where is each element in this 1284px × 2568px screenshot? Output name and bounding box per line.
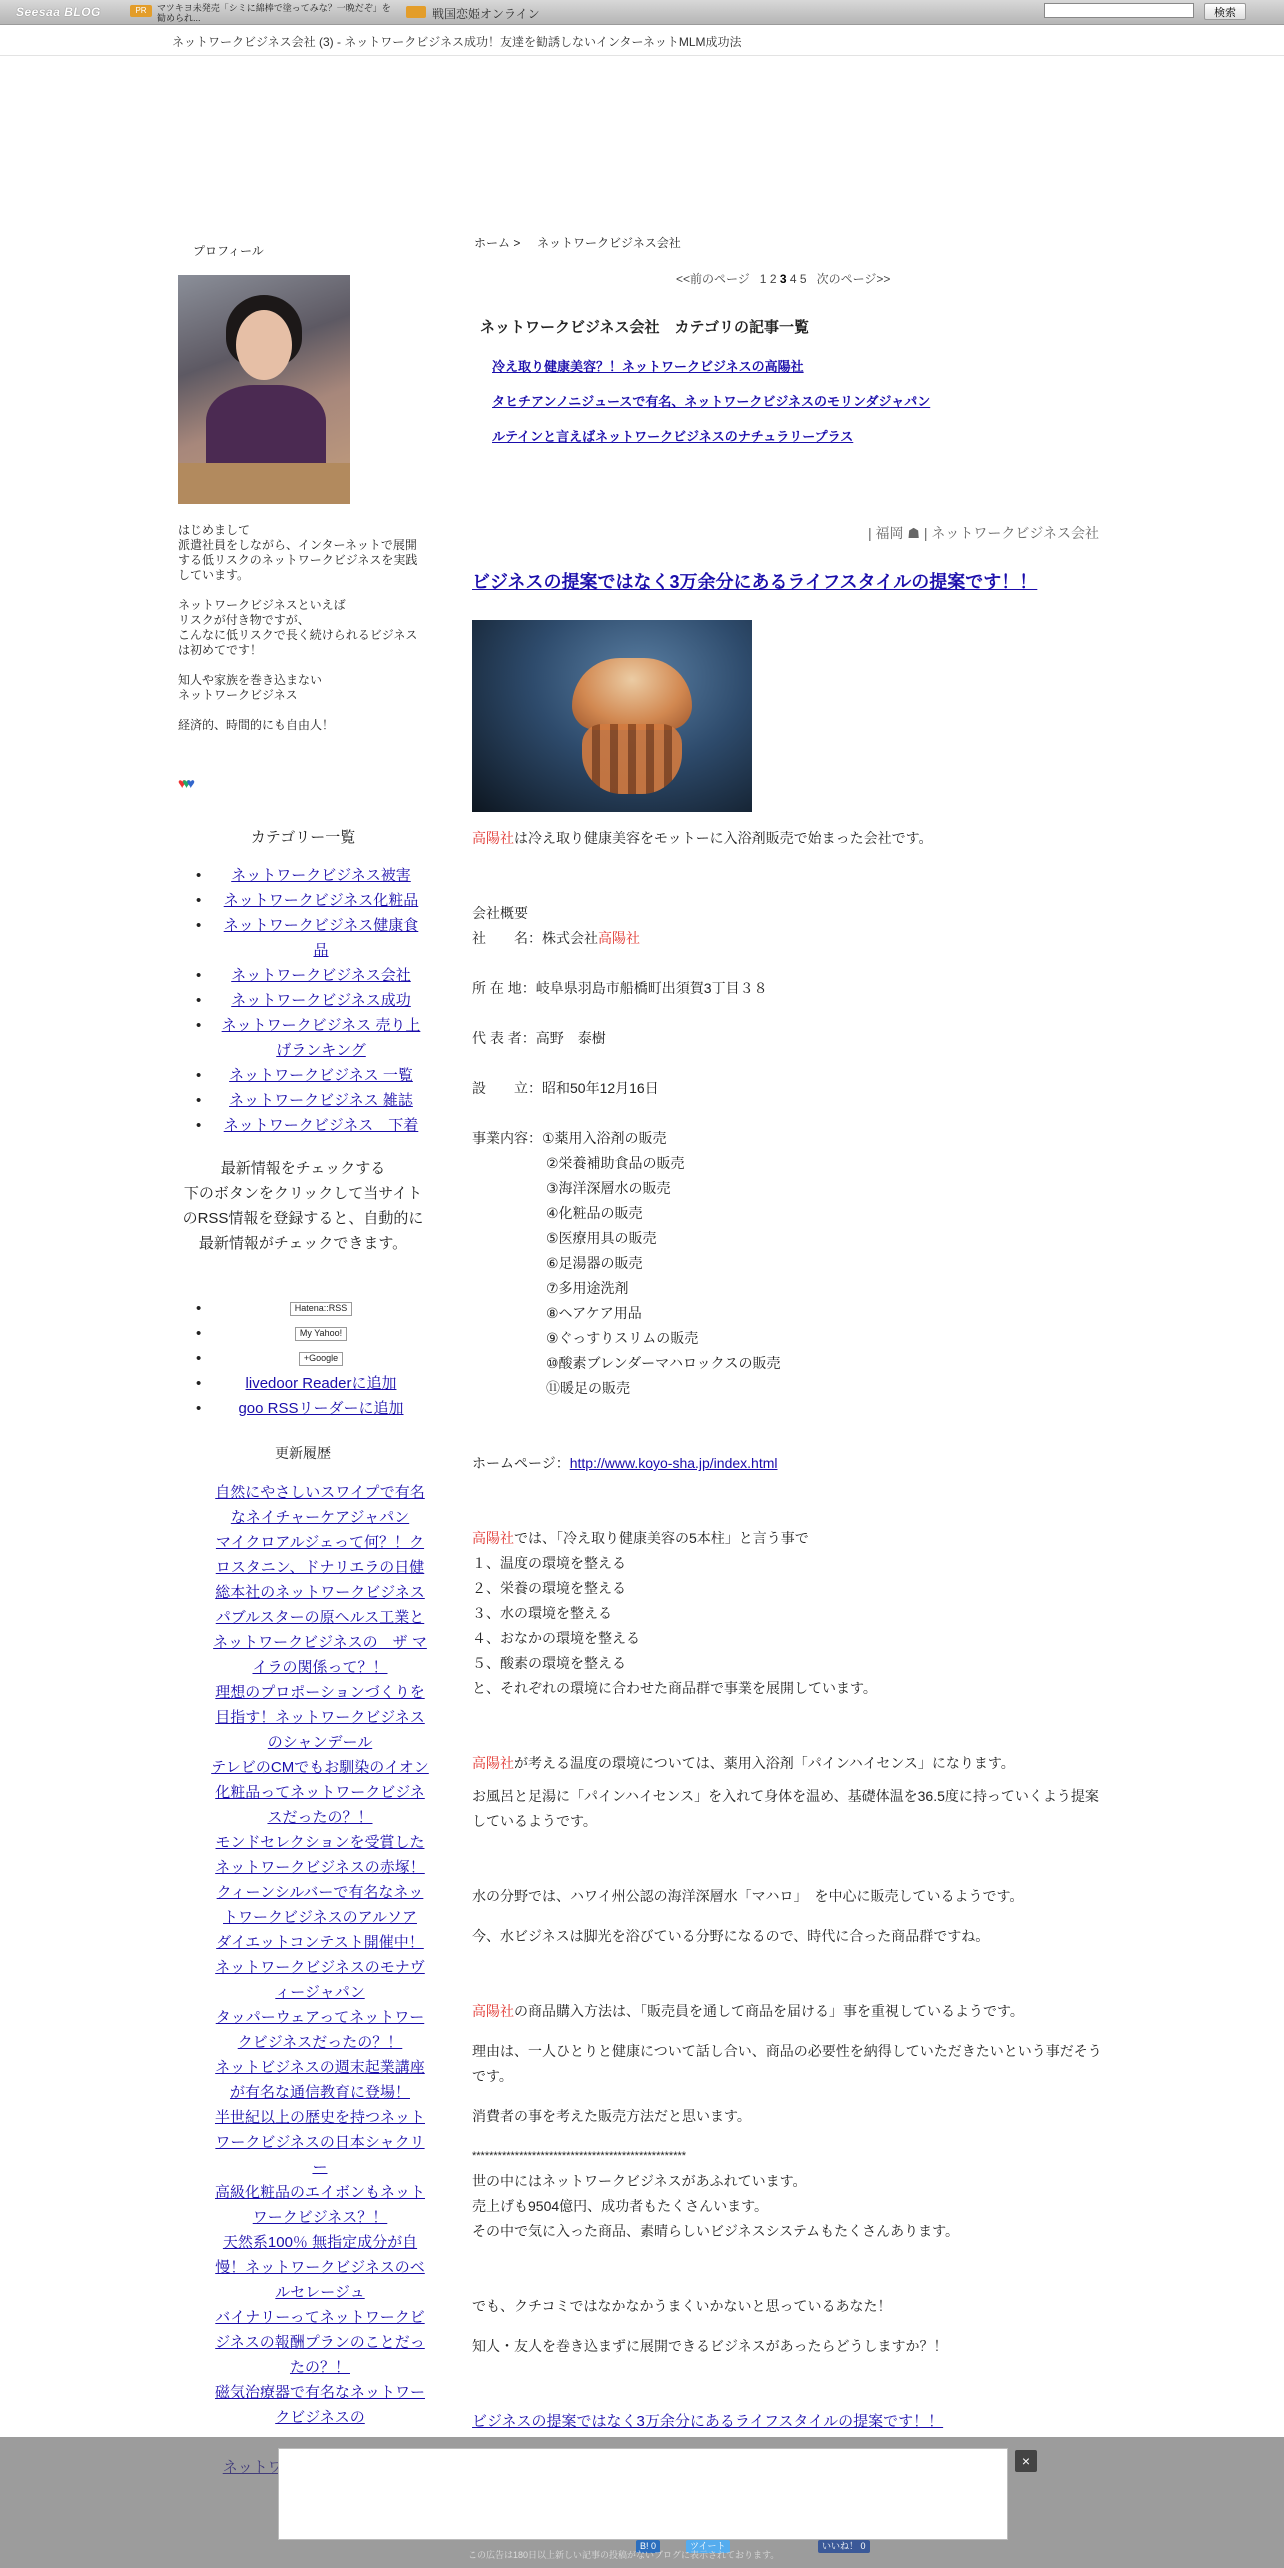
- post-category[interactable]: ネットワークビジネス会社: [931, 525, 1099, 541]
- business-item: ②栄養補助食品の販売: [546, 1155, 685, 1171]
- business-item: ⑧ヘアケア用品: [546, 1305, 642, 1321]
- jellyfish-image: [472, 620, 752, 812]
- business-row: 事業内容：①薬用入浴剤の販売: [472, 1130, 667, 1146]
- company-name-row: 社 名：株式会社高陽社: [472, 930, 640, 946]
- pillar-item: １、温度の環境を整える: [472, 1555, 626, 1571]
- business-item: ④化粧品の販売: [546, 1205, 643, 1221]
- recent-post-link[interactable]: クィーンシルバーで有名なネットワークビジネスのアルソア: [216, 1884, 424, 1926]
- pager-prev[interactable]: <<前のページ: [676, 272, 750, 286]
- facebook-like-button[interactable]: いいね！ 0: [818, 2540, 870, 2553]
- intro-paragraph: 高陽社は冷え取り健康美容をモットーに入浴剤販売で始まった会社です。: [472, 830, 933, 846]
- author-icon: ☗: [907, 525, 920, 541]
- water-paragraph-2: 今、水ビジネスは脚光を浴びている分野になるので、時代に合った商品群ですね。: [472, 1928, 990, 1944]
- category-link[interactable]: ネットワークビジネス被害: [231, 867, 411, 884]
- category-item: [178, 988, 428, 1013]
- closing-line: 世の中にはネットワークビジネスがあふれています。: [472, 2173, 807, 2189]
- recent-post-link[interactable]: ネットビジネスの週末起業講座が有名な通信教育に登場！: [215, 2059, 425, 2101]
- pillar-item: ２、栄養の環境を整える: [472, 1580, 626, 1596]
- google-add-button[interactable]: +Google: [299, 1352, 343, 1366]
- toolbar-game-link[interactable]: 戦国恋姫オンライン: [432, 7, 540, 21]
- profile-text: はじめまして 派遣社員をしながら、インターネットで展開する低リスクのネットワークビジネスを実践しています。 ネットワークビジネスといえば リスクが付き物ですが、 こんなに低リスクで長く続けられるビジネスは初めてです！ 知人や家族を巻き込まない ネットワークビジネス 経済的、時間的にも自由人！: [178, 523, 418, 732]
- category-item: [178, 863, 428, 888]
- closing-line: その中で気に入った商品、素晴らしいビジネスシステムもたくさんあります。: [472, 2223, 960, 2239]
- business-item: ⑦多用途洗剤: [546, 1280, 629, 1296]
- hatena-bookmark-button[interactable]: B! 0: [636, 2540, 660, 2553]
- post-title-link-bottom[interactable]: ビジネスの提案ではなく3万余分にあるライフスタイルの提案です！！: [472, 2413, 944, 2430]
- game-icon: [406, 6, 426, 18]
- breadcrumb-separator: >: [513, 236, 521, 250]
- bottom-ad-banner[interactable]: [278, 2448, 1008, 2540]
- category-heading: カテゴリー一覧: [250, 829, 356, 846]
- closing-line: 売上げも9504億円、成功者もたくさんいます。: [472, 2198, 769, 2214]
- recent-item: [210, 1830, 430, 1880]
- recent-item: [210, 1480, 430, 1530]
- recent-post-link[interactable]: 高級化粧品のエイボンもネットワークビジネス？！: [214, 2184, 425, 2226]
- rss-item: [178, 1321, 428, 1346]
- business-item: ⑤医療用具の販売: [546, 1230, 657, 1246]
- recent-post-link[interactable]: 理想のプロポーションづくりを目指す！ネットワークビジネスのシャンデール: [215, 1684, 425, 1751]
- category-item: [178, 1013, 428, 1063]
- consumer-paragraph: 消費者の事を考えた販売方法だと思います。: [472, 2108, 751, 2124]
- category-link[interactable]: ネットワークビジネス 一覧: [229, 1067, 413, 1084]
- homepage-row: ホームページ：http://www.koyo-sha.jp/index.html: [472, 1455, 778, 1471]
- recent-item: [210, 2230, 430, 2305]
- homepage-link[interactable]: http://www.koyo-sha.jp/index.html: [569, 1455, 778, 1471]
- close-ad-button[interactable]: ×: [1015, 2450, 1037, 2472]
- representative-row: 代 表 者：高野 泰樹: [472, 1030, 606, 1046]
- profile-heading: プロフィール: [193, 244, 264, 258]
- question-line: でも、クチコミではなかなかうまくいかないと思っているあなた！: [472, 2298, 892, 2314]
- search-button[interactable]: 検索: [1204, 3, 1246, 20]
- category-link[interactable]: ネットワークビジネス化粧品: [223, 892, 419, 909]
- reason-paragraph: 理由は、一人ひとりと健康について話し合い、商品の必要性を納得していただきたいという事だそうです。: [472, 2043, 1102, 2084]
- separator-stars: **************************************************: [472, 2150, 687, 2162]
- seesaa-toolbar: [0, 0, 1284, 25]
- livedoor-reader-link[interactable]: livedoor Readerに追加: [245, 1375, 397, 1392]
- recent-item: [210, 1755, 430, 1830]
- category-item: [178, 888, 428, 913]
- hatena-rss-button[interactable]: Hatena::RSS: [290, 1302, 353, 1316]
- business-item: ⑩酸素ブレンダーマハロックスの販売: [546, 1355, 781, 1371]
- recent-item: [210, 2055, 430, 2105]
- tweet-button[interactable]: ツイート: [686, 2540, 730, 2553]
- recent-item: [210, 2380, 430, 2430]
- category-list: [178, 863, 428, 1138]
- category-link[interactable]: ネットワークビジネス成功: [231, 992, 411, 1009]
- overview-heading: 会社概要: [472, 905, 528, 921]
- pillar-item: ５、酸素の環境を整える: [472, 1655, 626, 1671]
- category-item: [178, 963, 428, 988]
- recent-post-link[interactable]: マイクロアルジェって何？！クロスタニン、ドナリエラの日健総本社のネットワークビジネス: [215, 1534, 425, 1601]
- bath-paragraph: お風呂と足湯に「パインハイセンス」を入れて身体を温め、基礎体温を36.5度に持っていくよう提案しているようです。: [472, 1788, 1099, 1829]
- rss-button-list: [178, 1296, 428, 1421]
- seesaa-blog-logo[interactable]: Seesaa BLOG: [16, 5, 101, 19]
- recent-item: [210, 2105, 430, 2180]
- temperature-paragraph: 高陽社が考える温度の環境については、薬用入浴剤「パインハイセンス」になります。: [472, 1755, 1015, 1771]
- recent-post-link[interactable]: テレビのCMでもお馴染のイオン化粧品ってネットワークビジネスだったの？！: [211, 1759, 429, 1826]
- recent-item: [210, 2180, 430, 2230]
- pager-page[interactable]: 4: [789, 272, 797, 286]
- recent-item: [210, 1530, 430, 1605]
- business-item: ⑥足湯器の販売: [546, 1255, 643, 1271]
- business-item: ⑪暖足の販売: [546, 1380, 630, 1396]
- pr-badge: PR: [130, 5, 152, 17]
- category-link[interactable]: ネットワークビジネス 下着: [223, 1117, 419, 1134]
- pager-page[interactable]: 1: [759, 272, 767, 286]
- ad-notice: この広告は180日以上新しい記事の投稿がないブログに表示されております。: [468, 2550, 780, 2560]
- pager-page[interactable]: 5: [799, 272, 807, 286]
- breadcrumb-home[interactable]: ホーム: [474, 236, 511, 250]
- rss-item: [178, 1296, 428, 1321]
- recent-post-link[interactable]: モンドセレクションを受賞したネットワークビジネスの赤塚！: [215, 1834, 425, 1876]
- post-author[interactable]: 福岡: [875, 525, 904, 541]
- profile-photo: [178, 275, 350, 504]
- recent-item: [210, 1880, 430, 1930]
- business-item: ⑨ぐっすりスリムの販売: [546, 1330, 699, 1346]
- category-item: [178, 1063, 428, 1088]
- category-item: [178, 1113, 428, 1138]
- category-link[interactable]: ネットワークビジネス 雑誌: [229, 1092, 413, 1109]
- rss-item: [178, 1396, 428, 1421]
- recent-item: [210, 1930, 430, 2005]
- pillars-intro: 高陽社では、「冷え取り健康美容の5本柱」と言う事で: [472, 1530, 809, 1546]
- pager: [676, 270, 890, 287]
- founded-row: 設 立：昭和50年12月16日: [472, 1080, 659, 1096]
- pager-page[interactable]: 2: [769, 272, 777, 286]
- site-title[interactable]: ネットワークビジネス会社 (3) - ネットワークビジネス成功！友達を勧誘しないインターネットMLM成功法: [172, 35, 742, 49]
- recent-item: [210, 1605, 430, 1680]
- category-article-link[interactable]: 冷え取り健康美容？！ネットワークビジネスの高陽社: [492, 359, 804, 374]
- water-paragraph: 水の分野では、ハワイ州公認の海洋深層水「マハロ」 を中心に販売しているようです。: [472, 1888, 1024, 1904]
- pager-current: 3: [779, 272, 787, 286]
- site-header: [0, 25, 1284, 56]
- search-input[interactable]: [1044, 3, 1194, 18]
- recent-item: [210, 2305, 430, 2380]
- rss-description: 最新情報をチェックする 下のボタンをクリックして当サイトのRSS情報を登録すると、自動的に最新情報がチェックできます。: [182, 1160, 424, 1252]
- recent-item: [210, 1680, 430, 1755]
- rss-item: [178, 1346, 428, 1371]
- recent-posts-list: [210, 1480, 430, 2480]
- post-meta: | 福岡 ☗ | ネットワークビジネス会社: [868, 525, 1099, 541]
- sales-paragraph: 高陽社の商品購入方法は、「販売員を通して商品を届ける」事を重視しているようです。: [472, 2003, 1024, 2019]
- recent-post-link[interactable]: 天然系100％ 無指定成分が自慢！ネットワークビジネスのベルセレージュ: [215, 2234, 425, 2301]
- category-article-link[interactable]: ルテインと言えばネットワークビジネスのナチュラリープラス: [492, 429, 854, 444]
- toolbar-ad-link[interactable]: マツキヨ未発売「シミに綿棒で塗ってみな？一晩だぞ」を勧められ...: [157, 3, 391, 23]
- pillars-outro: と、それぞれの環境に合わせた商品群で事業を展開しています。: [472, 1680, 877, 1696]
- question-line: 知人・友人を巻き込まずに展開できるビジネスがあったらどうしますか？！: [472, 2338, 948, 2354]
- my-yahoo-button[interactable]: My Yahoo!: [295, 1327, 347, 1341]
- goo-rss-link[interactable]: goo RSSリーダーに追加: [238, 1400, 404, 1417]
- category-link[interactable]: ネットワークビジネス 売り上げランキング: [221, 1017, 421, 1059]
- recent-post-link[interactable]: バイナリーってネットワークビジネスの報酬プランのことだったの？！: [215, 2309, 425, 2376]
- hearts-icon: ♥♥♥: [178, 775, 191, 791]
- recent-heading: 更新履歴: [275, 1445, 331, 1461]
- category-article-link[interactable]: タヒチアンノニジュースで有名、ネットワークビジネスのモリンダジャパン: [492, 394, 931, 409]
- category-link[interactable]: ネットワークビジネス会社: [231, 967, 411, 984]
- recent-post-link[interactable]: ダイエットコンテスト開催中！ネットワークビジネスのモナヴィージャパン: [215, 1934, 425, 2001]
- post-title[interactable]: ビジネスの提案ではなく3万余分にあるライフスタイルの提案です！！: [472, 572, 1038, 592]
- business-item: ③海洋深層水の販売: [546, 1180, 671, 1196]
- pager-next[interactable]: 次のページ>>: [816, 272, 891, 286]
- pillar-item: ３、水の環境を整える: [472, 1605, 612, 1621]
- company-name: 高陽社: [472, 830, 514, 846]
- recent-item: [210, 2005, 430, 2055]
- breadcrumb: [474, 234, 681, 251]
- breadcrumb-current: ネットワークビジネス会社: [537, 236, 681, 250]
- rss-item: [178, 1371, 428, 1396]
- recent-post-link[interactable]: タッパーウェアってネットワークビジネスだったの？！: [215, 2009, 425, 2051]
- recent-post-link[interactable]: 半世紀以上の歴史を持つネットワークビジネスの日本シャクリー: [214, 2109, 425, 2176]
- category-link[interactable]: ネットワークビジネス健康食品: [223, 917, 419, 959]
- address-row: 所 在 地：岐阜県羽島市船橋町出須賀3丁目３８: [472, 980, 768, 996]
- category-item: [178, 1088, 428, 1113]
- category-article-list-title: ネットワークビジネス会社 カテゴリの記事一覧: [480, 319, 809, 336]
- pillar-item: ４、おなかの環境を整える: [472, 1630, 640, 1646]
- category-item: [178, 913, 428, 963]
- recent-post-link[interactable]: パブルスターの原ヘルス工業とネットワークビジネスの ザ マイラの関係って？！: [213, 1609, 427, 1676]
- recent-post-link[interactable]: 磁気治療器で有名なネットワークビジネスの: [214, 2384, 425, 2426]
- recent-post-link[interactable]: 自然にやさしいスワイプで有名なネイチャーケアジャパン: [215, 1484, 425, 1526]
- post-body: [472, 826, 1102, 2434]
